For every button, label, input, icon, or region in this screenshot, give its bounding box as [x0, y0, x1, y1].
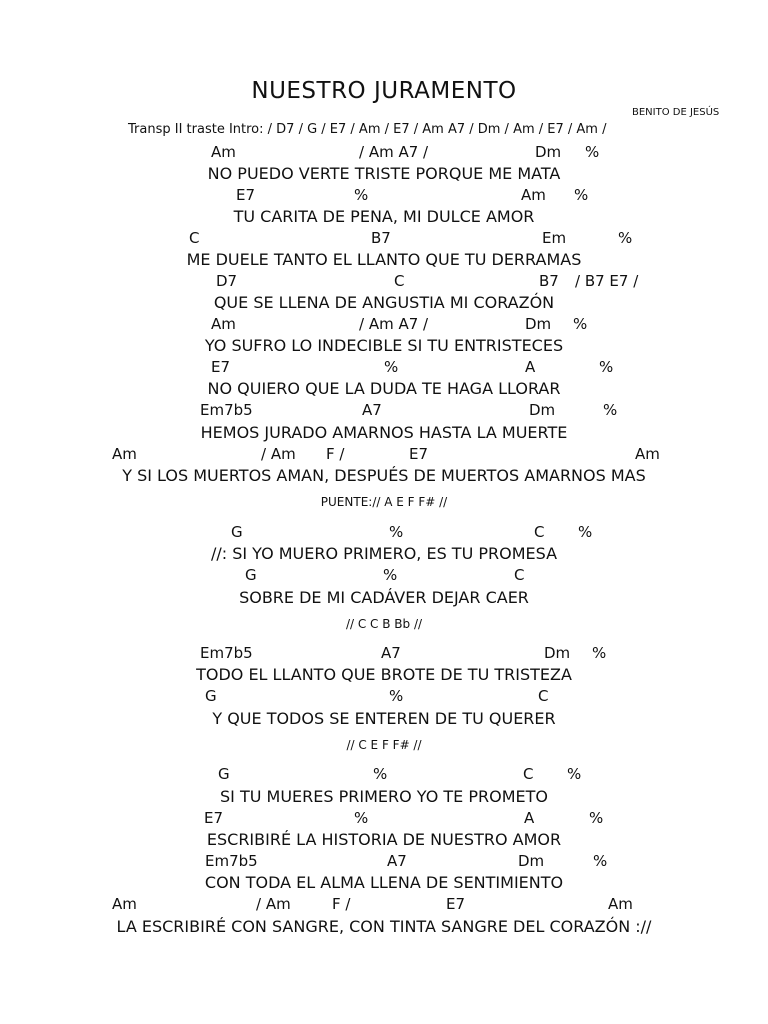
lyric-line: SOBRE DE MI CADÁVER DEJAR CAER — [239, 588, 529, 607]
chord-line — [0, 143, 768, 163]
lyric-line: ESCRIBIRÉ LA HISTORIA DE NUESTRO AMOR — [206, 830, 562, 849]
chord: Dm — [529, 401, 556, 419]
chord: % — [574, 186, 589, 204]
chord: C — [523, 765, 534, 783]
chord: F / — [326, 445, 345, 463]
chord: % — [592, 644, 607, 662]
chord: E7 — [211, 358, 231, 376]
chord: E7 — [236, 186, 256, 204]
chord: / B7 E7 / — [575, 272, 639, 290]
chord: C — [514, 566, 525, 584]
chord: G — [205, 687, 217, 705]
chord: Am — [635, 445, 660, 463]
chord: E7 — [204, 809, 224, 827]
chord: D7 — [216, 272, 238, 290]
lyric-line: ME DUELE TANTO EL LLANTO QUE TU DERRAMAS — [186, 250, 582, 269]
lyric-line: Y SI LOS MUERTOS AMAN, DESPUÉS DE MUERTOS AMARNOS MAS — [122, 466, 646, 485]
chord: Am — [211, 315, 236, 333]
chord: % — [578, 523, 593, 541]
chord: A7 — [381, 644, 401, 662]
lyric-line: YO SUFRO LO INDECIBLE SI TU ENTRISTECES — [204, 336, 564, 355]
lyric-line: Y QUE TODOS SE ENTEREN DE TU QUERER — [212, 709, 556, 728]
chord: / Am A7 / — [359, 143, 429, 161]
chord: F / — [332, 895, 351, 913]
lyric-line: HEMOS JURADO AMARNOS HASTA LA MUERTE — [200, 423, 568, 442]
chord-line — [0, 765, 768, 785]
chord: Am — [211, 143, 236, 161]
chord: A7 — [362, 401, 382, 419]
chord: % — [384, 358, 399, 376]
chord: Am — [521, 186, 546, 204]
chord: / Am A7 / — [359, 315, 429, 333]
section-note: // C E F F# // — [346, 738, 422, 752]
chord: B7 — [539, 272, 559, 290]
chord-line — [0, 644, 768, 664]
intro-line: Transp II traste Intro: / D7 / G / E7 / Am / E7 / Am A7 / Dm / Am / E7 / Am / — [128, 122, 607, 137]
chord-line — [0, 186, 768, 206]
chord: Dm — [525, 315, 552, 333]
chord: A7 — [387, 852, 407, 870]
chord: Am — [608, 895, 633, 913]
chord: % — [373, 765, 388, 783]
chord: % — [618, 229, 633, 247]
chord: % — [567, 765, 582, 783]
chord: Em — [542, 229, 567, 247]
chord: G — [231, 523, 243, 541]
chord: E7 — [409, 445, 429, 463]
chord-line — [0, 272, 768, 292]
chord-line — [0, 315, 768, 335]
chord: C — [394, 272, 405, 290]
lyric-line: QUE SE LLENA DE ANGUSTIA MI CORAZÓN — [213, 293, 555, 312]
lyric-line: //: SI YO MUERO PRIMERO, ES TU PROMESA — [210, 544, 558, 563]
chord: % — [589, 809, 604, 827]
lyric-line: TODO EL LLANTO QUE BROTE DE TU TRISTEZA — [196, 665, 572, 684]
song-title: NUESTRO JURAMENTO — [251, 78, 517, 104]
section-note: PUENTE:// A E F F# // — [320, 495, 448, 509]
chord: A — [524, 809, 535, 827]
chord: Em7b5 — [205, 852, 258, 870]
lyric-line: SI TU MUERES PRIMERO YO TE PROMETO — [219, 787, 548, 806]
chord: / Am — [261, 445, 296, 463]
chord: G — [218, 765, 230, 783]
chord: Em7b5 — [200, 401, 253, 419]
chord: Am — [112, 445, 137, 463]
lyric-line: LA ESCRIBIRÉ CON SANGRE, CON TINTA SANGRE DEL CORAZÓN :// — [116, 917, 652, 936]
chord: % — [585, 143, 600, 161]
chord: % — [383, 566, 398, 584]
chord: Em7b5 — [200, 644, 253, 662]
chord: / Am — [256, 895, 291, 913]
chord: G — [245, 566, 257, 584]
chord: C — [534, 523, 545, 541]
chord: % — [573, 315, 588, 333]
chord: C — [189, 229, 200, 247]
chord: Dm — [518, 852, 545, 870]
chord: Dm — [544, 644, 571, 662]
chord: % — [599, 358, 614, 376]
chord: % — [389, 523, 404, 541]
chord: A — [525, 358, 536, 376]
chord: % — [354, 809, 369, 827]
chord: Dm — [535, 143, 562, 161]
chord: E7 — [446, 895, 466, 913]
chord-line — [0, 401, 768, 421]
chord-line — [0, 358, 768, 378]
chord: Am — [112, 895, 137, 913]
lyric-line: NO PUEDO VERTE TRISTE PORQUE ME MATA — [207, 164, 561, 183]
chord-line — [0, 687, 768, 707]
chord-line — [0, 895, 768, 915]
chord-line — [0, 566, 768, 586]
song-author: BENITO DE JESÚS — [632, 107, 720, 118]
chord: % — [603, 401, 618, 419]
chord: % — [354, 186, 369, 204]
chord-line — [0, 229, 768, 249]
chord-line — [0, 445, 768, 465]
chord-line — [0, 809, 768, 829]
chord: % — [389, 687, 404, 705]
lyric-line: TU CARITA DE PENA, MI DULCE AMOR — [233, 207, 535, 226]
section-note: // C C B Bb // — [345, 617, 423, 631]
chord: B7 — [371, 229, 391, 247]
chord: C — [538, 687, 549, 705]
chord-line — [0, 852, 768, 872]
chord-line — [0, 523, 768, 543]
chord: % — [593, 852, 608, 870]
lyric-line: NO QUIERO QUE LA DUDA TE HAGA LLORAR — [207, 379, 561, 398]
lyric-line: CON TODA EL ALMA LLENA DE SENTIMIENTO — [204, 873, 564, 892]
